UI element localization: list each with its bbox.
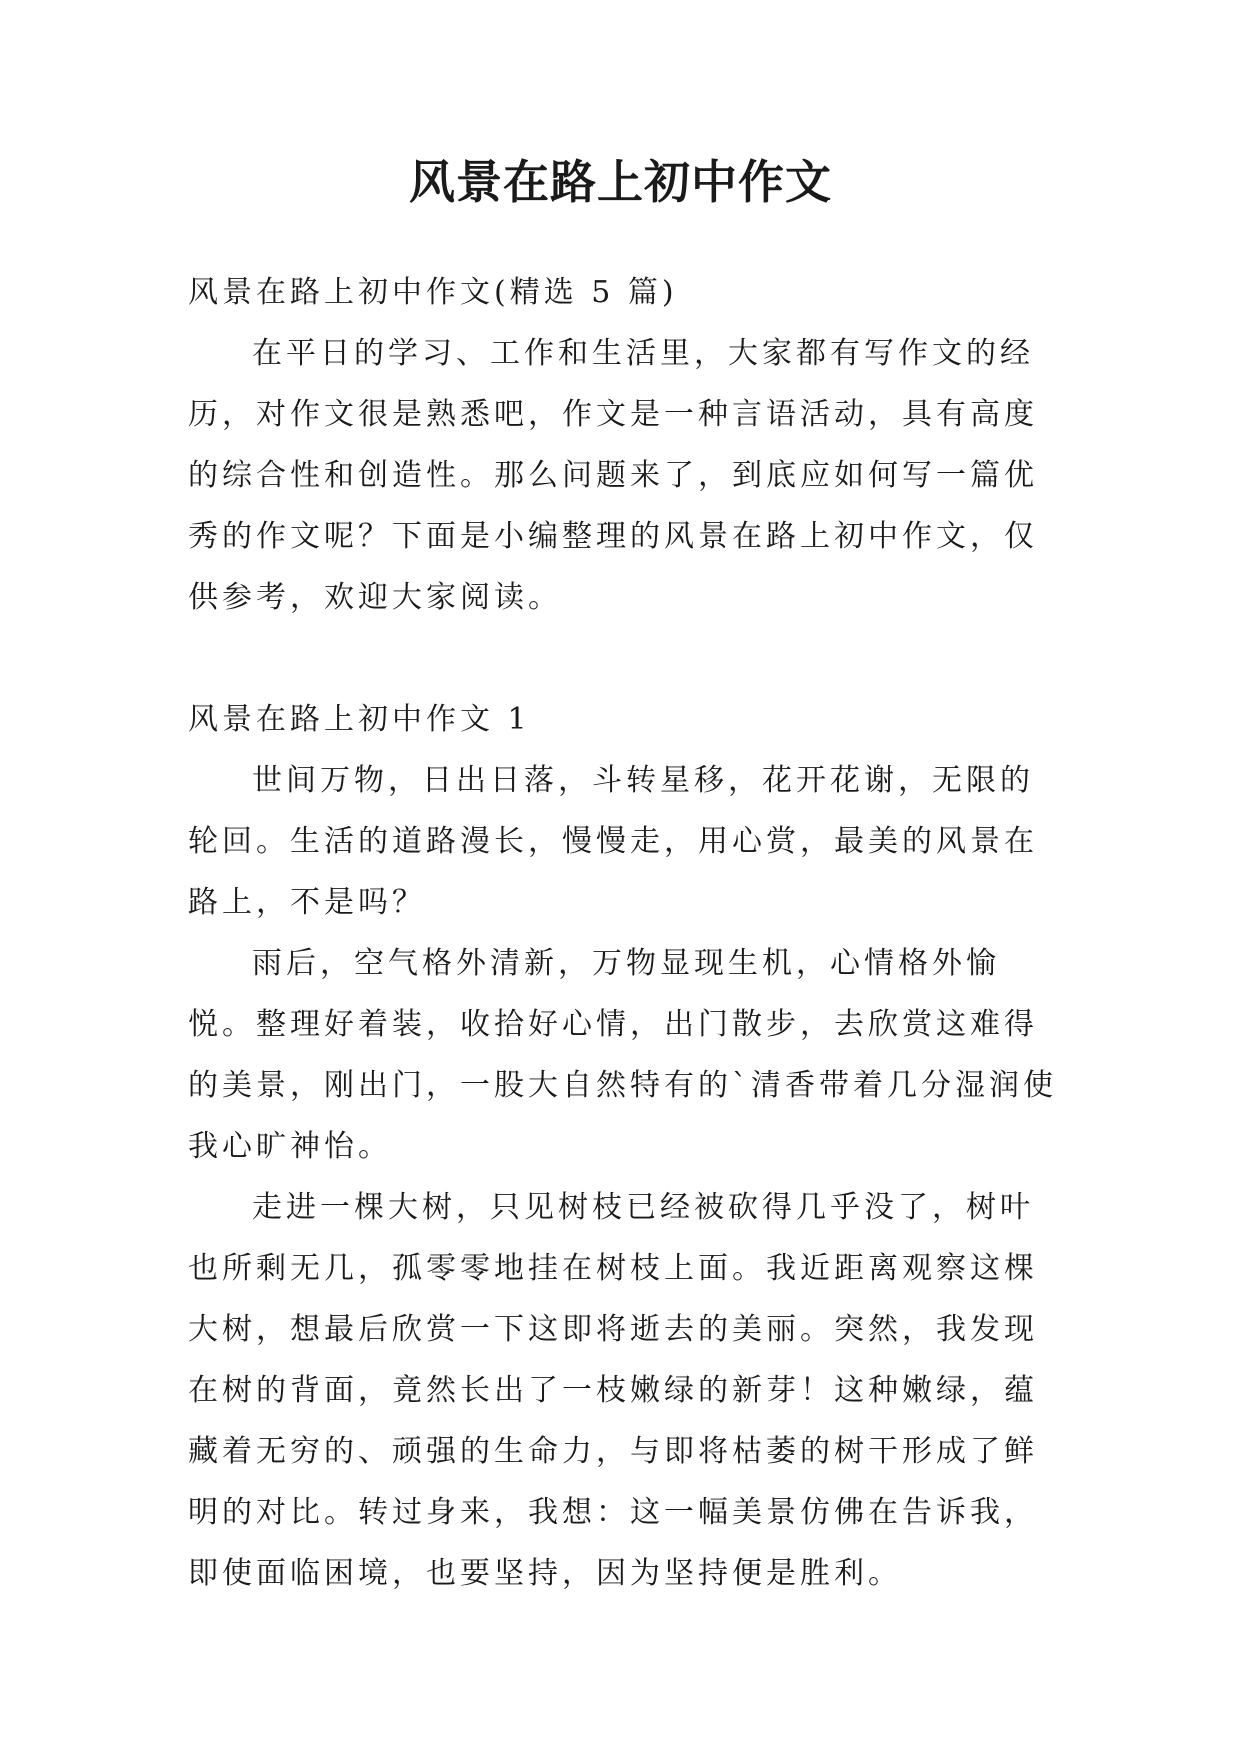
- document-body: [188, 262, 1058, 1604]
- document-title: 风景在路上初中作文: [409, 155, 832, 209]
- essay-1-heading: 风景在路上初中作文 1: [188, 702, 531, 737]
- section-gap: [188, 628, 1058, 689]
- intro-heading: 风景在路上初中作文(精选 5 篇): [188, 275, 678, 310]
- intro-paragraph: 在平日的学习、工作和生活里，大家都有写作文的经历，对作文很是熟悉吧，作文是一种言语活动，具有高度的综合性和创造性。那么问题来了，到底应如何写一篇优秀的作文呢？下面是小编整理的风景在路上初中作文，仅供参考，欢迎大家阅读。: [188, 336, 1038, 615]
- essay-1-paragraph-1: 世间万物，日出日落，斗转星移，花开花谢，无限的轮回。生活的道路漫长，慢慢走，用心赏，最美的风景在路上，不是吗？: [188, 763, 1038, 920]
- essay-1-paragraph-2: 雨后，空气格外清新，万物显现生机，心情格外愉悦。整理好着装，收拾好心情，出门散步，去欣赏这难得的美景，刚出门，一股大自然特有的`清香带着几分湿润使我心旷神怡。: [188, 946, 1057, 1164]
- essay-1-paragraph-3: 走进一棵大树，只见树枝已经被砍得几乎没了，树叶也所剩无几，孤零零地挂在树枝上面。我近距离观察这棵大树，想最后欣赏一下这即将逝去的美丽。突然，我发现在树的背面，竟然长出了一枝嫩绿的新芽！这种嫩绿，蕴藏着无穷的、顽强的生命力，与即将枯萎的树干形成了鲜明的对比。转过身来，我想：这一幅美景仿佛在告诉我，即使面临困境，也要坚持，因为坚持便是胜利。: [188, 1190, 1038, 1591]
